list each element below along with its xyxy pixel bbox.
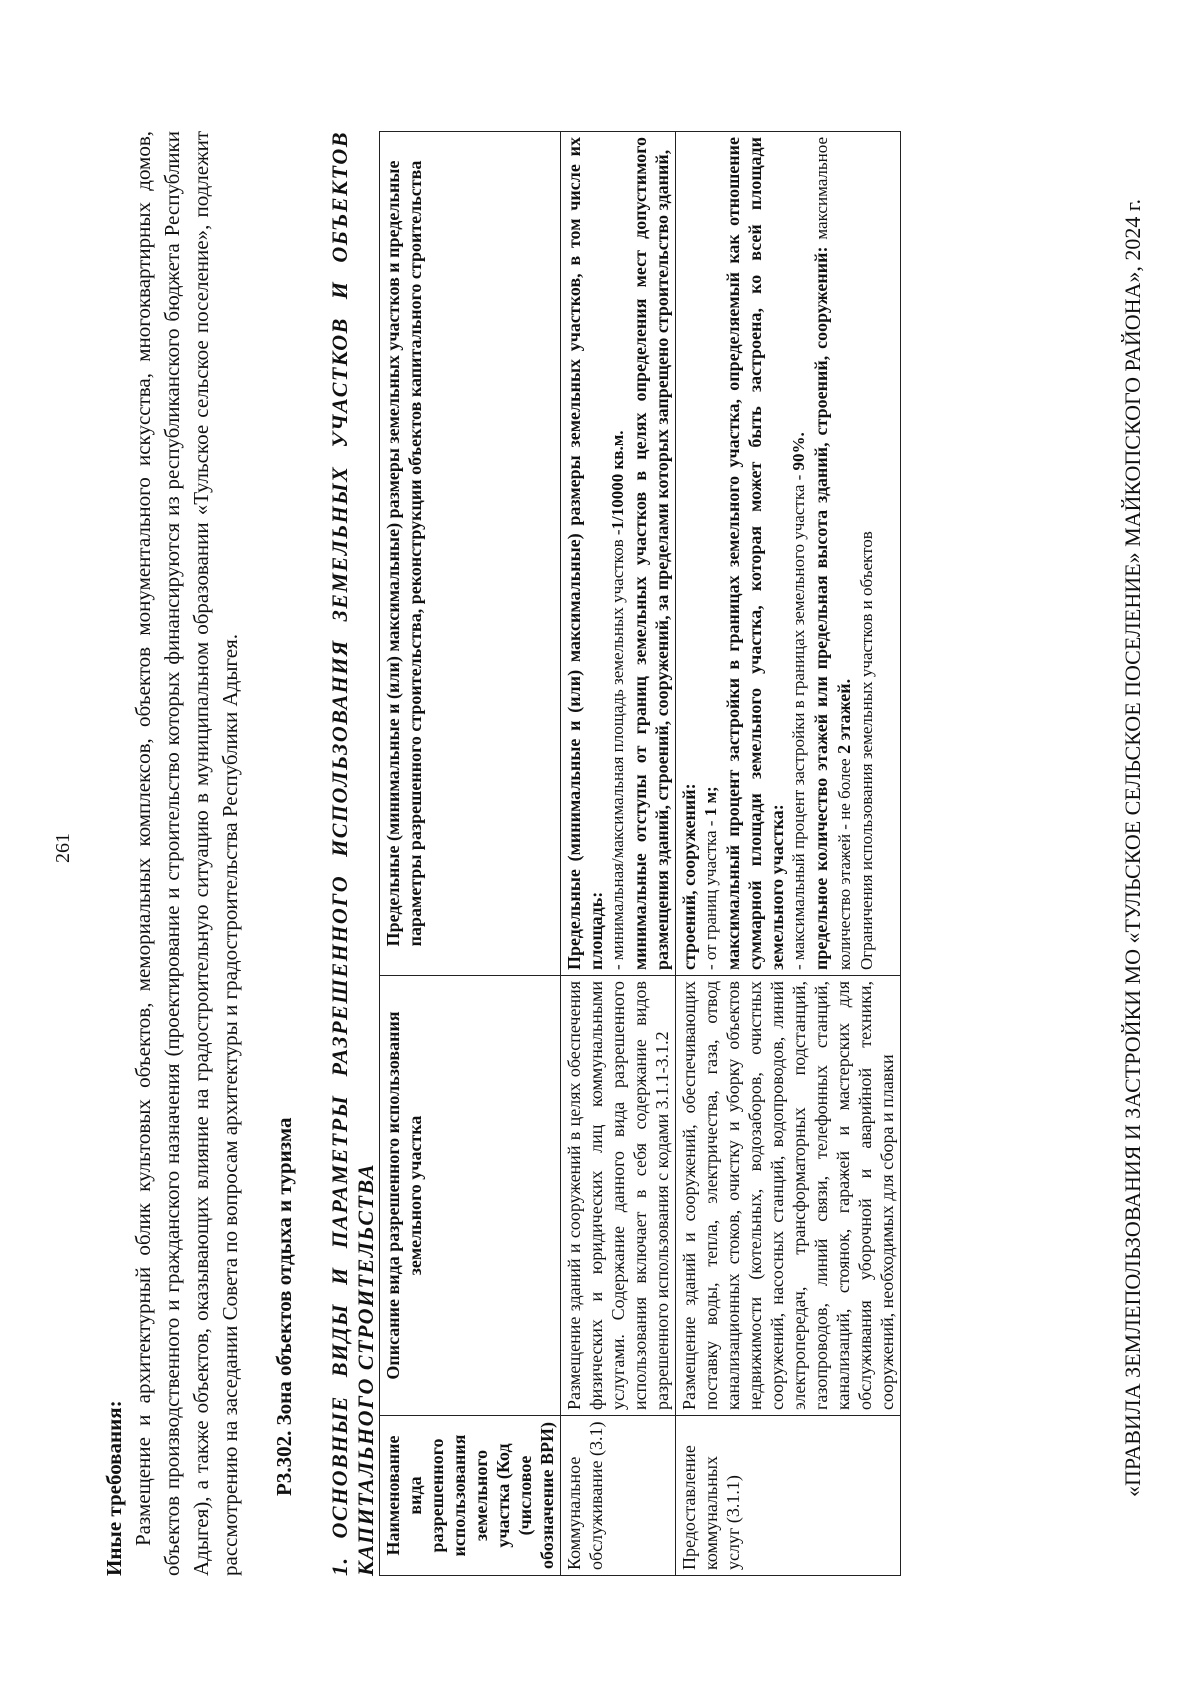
zone-heading: Р3.302. Зона объектов отдыха и туризма: [272, 1117, 296, 1496]
row2-param-coverage: [788, 137, 810, 970]
row2-param-coverage-value: 90%.: [789, 432, 808, 471]
row2-param-floors-label: предельное количество этажей или предельная высота зданий, строений, сооружений:: [811, 246, 831, 970]
row2-param-coverage-label: - максимальный процент застройки в границах земельного участка -: [789, 474, 808, 970]
row1-param-area: [607, 137, 629, 970]
row2-description: Размещение зданий и сооружений, обеспечивающих поставку воды, тепла, электричества, газа, отвод канализационных стоков, очистку и уборку объектов недвижимости (котельных, водозаборов, очистных сооружений, насосных станций, водопроводов, линий электропередач, трансформаторных подстанций, газопроводов, линий связи, телефонных станций, канализаций, стоянок, гаражей и мастерских для обслуживания уборочной и аварийной техники, сооружений, необходимых для сбора и плавки: [676, 976, 901, 1416]
table-row: [676, 132, 901, 1576]
page-content: [100, 131, 901, 1576]
row2-param-floors-text: максимальное количество этажей - не более: [812, 137, 854, 970]
row2-param-boundary: [700, 137, 722, 970]
row2-param-structures: строений, сооружений:: [679, 783, 699, 970]
row2-param-floors-value: 2: [834, 744, 854, 754]
header-parameters: Предельные (минимальные и (или) максимальные) размеры земельных участков и предельные параметры разрешенного строительства, реконструкции объектов капитального строительства: [380, 132, 561, 976]
row1-param-area-value: 1/10000 кв.м.: [608, 430, 627, 530]
row1-description: Размещение зданий и сооружений в целях обеспечения физических и юридических лиц коммунальными услугами. Содержание данного вида разрешенного использования включает в себя содержание видов разрешенного использования с кодами 3.1.1-3.1.2: [561, 976, 676, 1416]
other-requirements-heading: Иные требования:: [102, 1400, 126, 1576]
row2-param-boundary-value: 1 м;: [701, 786, 720, 817]
row2-parameters: [676, 132, 901, 976]
row1-param-setbacks: минимальные отступы от границ земельных участков в целях определения мест допустимого размещения зданий, строений, сооружений, за пределами которых запрещено строительство зданий,: [630, 137, 672, 970]
row1-name: Коммунальное обслуживание (3.1): [561, 1416, 676, 1576]
header-vri-description: Описание вида разрешенного использования земельного участка: [380, 976, 561, 1416]
row2-param-restrictions: Ограничения использования земельных участков и объектов: [857, 531, 876, 970]
table-row: [561, 132, 676, 1576]
row2-param-coverage-def: максимальный процент застройки в границах земельного участка, определяемый как отношение суммарной площади земельного участка, которая может быть застроена, ко всей площади земельного участка:: [723, 137, 787, 970]
row2-param-floors: [810, 137, 856, 970]
row1-param-dimensions: Предельные (минимальные и (или) максимальные) размеры земельных участков, в том числе их площадь:: [564, 137, 606, 970]
row1-param-area-label: - минимальная/максимальная площадь земельных участков -: [608, 529, 627, 970]
row2-name: Предоставление коммунальных услуг (3.1.1): [676, 1416, 901, 1576]
row2-param-floors-unit: этажей.: [834, 678, 854, 741]
table-header-row: [380, 132, 561, 1576]
header-vri-name: Наименование вида разрешенного использования земельного участка (Код (числовое обозначение ВРИ): [380, 1416, 561, 1576]
row2-param-boundary-label: - от границ участка -: [701, 820, 720, 970]
other-requirements-paragraph: Размещение и архитектурный облик культовых объектов, мемориальных комплексов, объектов монументального искусства, многоквартирных домов, объектов производственного и гражданского назначения (проектирование и строительство которых финансируются из республиканского бюджета Республики Адыгея), а также объектов, оказывающих влияние на градостроительную ситуацию в муниципальном образовании «Тульское сельское поселение», подлежит рассмотрению на заседании Совета по вопросам архитектуры и градостроительства Республики Адыгея.: [131, 131, 242, 1576]
page-number: 261: [52, 833, 74, 863]
section-title: 1. ОСНОВНЫЕ ВИДЫ И ПАРАМЕТРЫ РАЗРЕШЕННОГО ИСПОЛЬЗОВАНИЯ ЗЕМЕЛЬНЫХ УЧАСТКОВ И ОБЪЕКТОВ КАПИТАЛЬНОГО СТРОИТЕЛЬСТВА: [327, 131, 378, 1576]
regulations-table: [379, 131, 901, 1576]
document-footer: «ПРАВИЛА ЗЕМЛЕПОЛЬЗОВАНИЯ И ЗАСТРОЙКИ МО «ТУЛЬСКОЕ СЕЛЬСКОЕ ПОСЕЛЕНИЕ» МАЙКОПСКОГО РАЙОНА», 2024 г.: [1120, 199, 1145, 1497]
row1-parameters: [561, 132, 676, 976]
